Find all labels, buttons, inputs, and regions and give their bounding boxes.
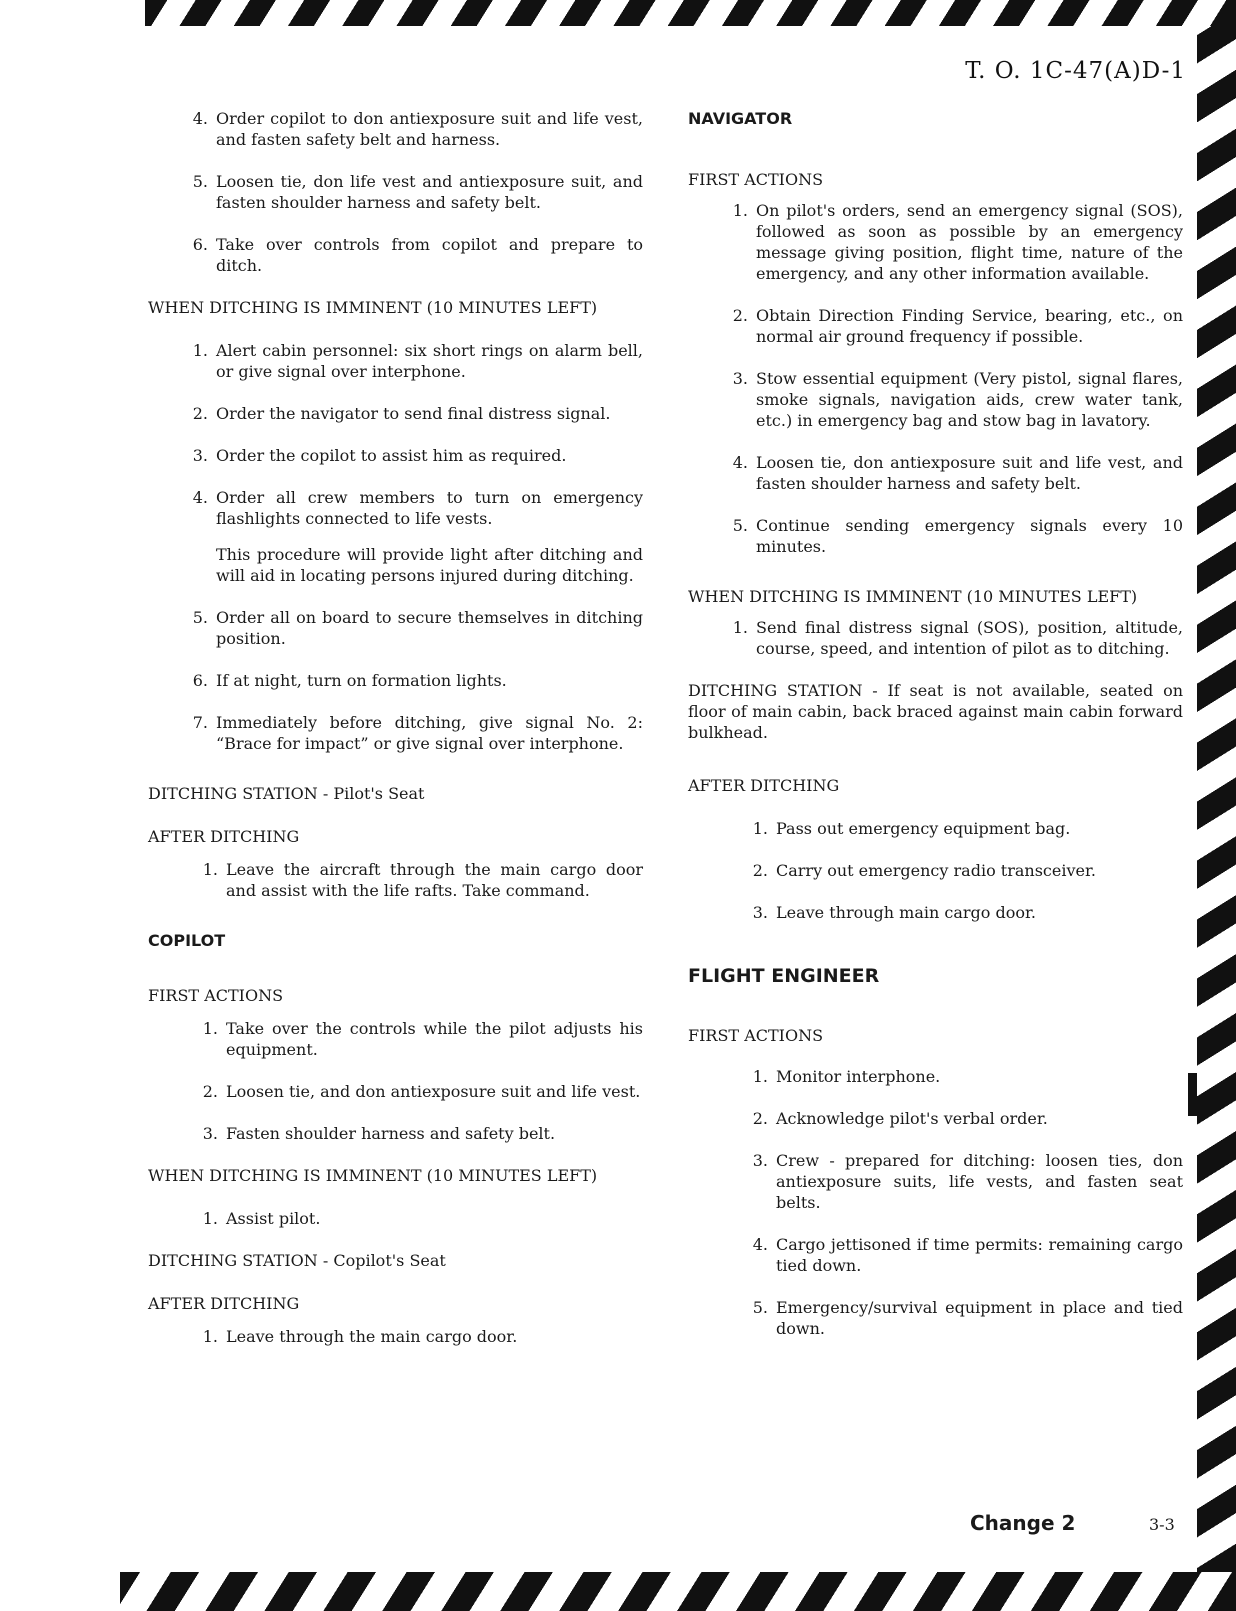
section-heading: FIRST ACTIONS xyxy=(148,986,284,1005)
section-title-copilot: COPILOT xyxy=(148,931,226,950)
hazard-stripe-right xyxy=(1197,26,1236,1572)
section-heading: WHEN DITCHING IS IMMINENT (10 MINUTES LEFT) xyxy=(148,1166,598,1185)
list-item: 5. Emergency/survival equipment in place and tied down. xyxy=(752,1298,1183,1338)
ditching-station: DITCHING STATION - Pilot's Seat xyxy=(148,784,425,803)
list-item: 1. Pass out emergency equipment bag. xyxy=(752,819,1071,838)
section-heading: FIRST ACTIONS xyxy=(688,170,824,189)
navigator-first-actions-list xyxy=(688,200,1183,557)
section-heading: AFTER DITCHING xyxy=(148,1294,300,1313)
section-heading: WHEN DITCHING IS IMMINENT (10 MINUTES LEFT) xyxy=(688,587,1138,606)
list-item: 5. Continue sending emergency signals every 10 minutes. xyxy=(732,516,1183,556)
ditching-station: DITCHING STATION - Copilot's Seat xyxy=(148,1251,446,1270)
copilot-imminent-list xyxy=(148,1208,643,1229)
list-item: 1. On pilot's orders, send an emergency signal (SOS), followed as soon as possible by an emergency message giving position, flight time, nature of the emergency, and any other information available. xyxy=(732,201,1183,283)
right-column xyxy=(688,108,1183,1360)
hazard-stripe-bottom xyxy=(120,1572,1236,1611)
left-column xyxy=(148,108,643,1368)
list-item: 4. Order copilot to don antiexposure suit and life vest, and fasten safety belt and harness. xyxy=(192,109,643,149)
change-number: Change 2 xyxy=(970,1511,1076,1535)
pilot-first-actions-list xyxy=(148,108,643,276)
list-item: 3. Crew - prepared for ditching: loosen ties, don antiexposure suits, life vests, and fasten seat belts. xyxy=(752,1151,1183,1212)
list-item: 1. Send final distress signal (SOS), position, altitude, course, speed, and intention of pilot as to ditching. xyxy=(732,618,1183,658)
list-item: 2. Acknowledge pilot's verbal order. xyxy=(752,1109,1048,1128)
list-item: 4. Cargo jettisoned if time permits: remaining cargo tied down. xyxy=(752,1235,1183,1275)
list-item: 5. Loosen tie, don life vest and antiexposure suit, and fasten shoulder harness and safety belt. xyxy=(192,172,643,212)
navigator-imminent-list xyxy=(688,617,1183,659)
list-item: 1. Assist pilot. xyxy=(202,1209,321,1228)
list-item: 6. If at night, turn on formation lights. xyxy=(192,671,507,690)
copilot-first-actions-list xyxy=(148,1018,643,1144)
page-number: 3-3 xyxy=(1149,1515,1175,1534)
navigator-after-ditching-list xyxy=(688,818,1183,923)
section-title-navigator: NAVIGATOR xyxy=(688,109,793,128)
list-item: 1. Take over the controls while the pilot adjusts his equipment. xyxy=(202,1019,643,1059)
list-item: 7. Immediately before ditching, give signal No. 2: “Brace for impact” or give signal over interphone. xyxy=(192,713,643,753)
list-item: 1. Leave the aircraft through the main cargo door and assist with the life rafts. Take command. xyxy=(202,860,643,900)
section-heading: FIRST ACTIONS xyxy=(688,1026,824,1045)
list-item: 1. Monitor interphone. xyxy=(752,1067,941,1086)
list-item: 2. Obtain Direction Finding Service, bearing, etc., on normal air ground frequency if possible. xyxy=(732,306,1183,346)
ditching-station: DITCHING STATION - If seat is not available, seated on floor of main cabin, back braced against main cabin forward bulkhead. xyxy=(688,681,1183,742)
list-item: 2. Order the navigator to send final distress signal. xyxy=(192,404,611,423)
list-item: 4. Order all crew members to turn on emergency flashlights connected to life vests. xyxy=(192,488,643,528)
list-item: 6. Take over controls from copilot and prepare to ditch. xyxy=(192,235,643,275)
list-item: 3. Leave through main cargo door. xyxy=(752,903,1036,922)
section-title-flight-engineer: FLIGHT ENGINEER xyxy=(688,965,880,987)
pilot-imminent-list xyxy=(148,340,643,529)
change-bar xyxy=(1188,1073,1197,1116)
section-heading: AFTER DITCHING xyxy=(688,776,840,795)
procedure-note: This procedure will provide light after ditching and will aid in locating persons injured during ditching. xyxy=(216,545,643,585)
pilot-imminent-list-continued xyxy=(148,607,643,754)
hazard-stripe-top xyxy=(145,0,1236,26)
list-item: 1. Alert cabin personnel: six short rings on alarm bell, or give signal over interphone. xyxy=(192,341,643,381)
document-number: T. O. 1C-47(A)D-1 xyxy=(965,58,1186,84)
list-item: 5. Order all on board to secure themselves in ditching position. xyxy=(192,608,643,648)
engineer-first-actions-list xyxy=(688,1066,1183,1339)
list-item: 3. Fasten shoulder harness and safety belt. xyxy=(202,1124,556,1143)
list-item: 2. Carry out emergency radio transceiver. xyxy=(752,861,1096,880)
pilot-after-ditching-list xyxy=(148,859,643,901)
list-item: 3. Stow essential equipment (Very pistol, signal flares, smoke signals, navigation aids, crew water tank, etc.) in emergency bag and stow bag in lavatory. xyxy=(732,369,1183,430)
list-item: 3. Order the copilot to assist him as required. xyxy=(192,446,567,465)
section-heading: WHEN DITCHING IS IMMINENT (10 MINUTES LEFT) xyxy=(148,298,598,317)
list-item: 2. Loosen tie, and don antiexposure suit and life vest. xyxy=(202,1082,641,1101)
section-heading: AFTER DITCHING xyxy=(148,827,300,846)
copilot-after-ditching-list xyxy=(148,1326,643,1347)
list-item: 4. Loosen tie, don antiexposure suit and life vest, and fasten shoulder harness and safety belt. xyxy=(732,453,1183,493)
list-item: 1. Leave through the main cargo door. xyxy=(202,1327,518,1346)
